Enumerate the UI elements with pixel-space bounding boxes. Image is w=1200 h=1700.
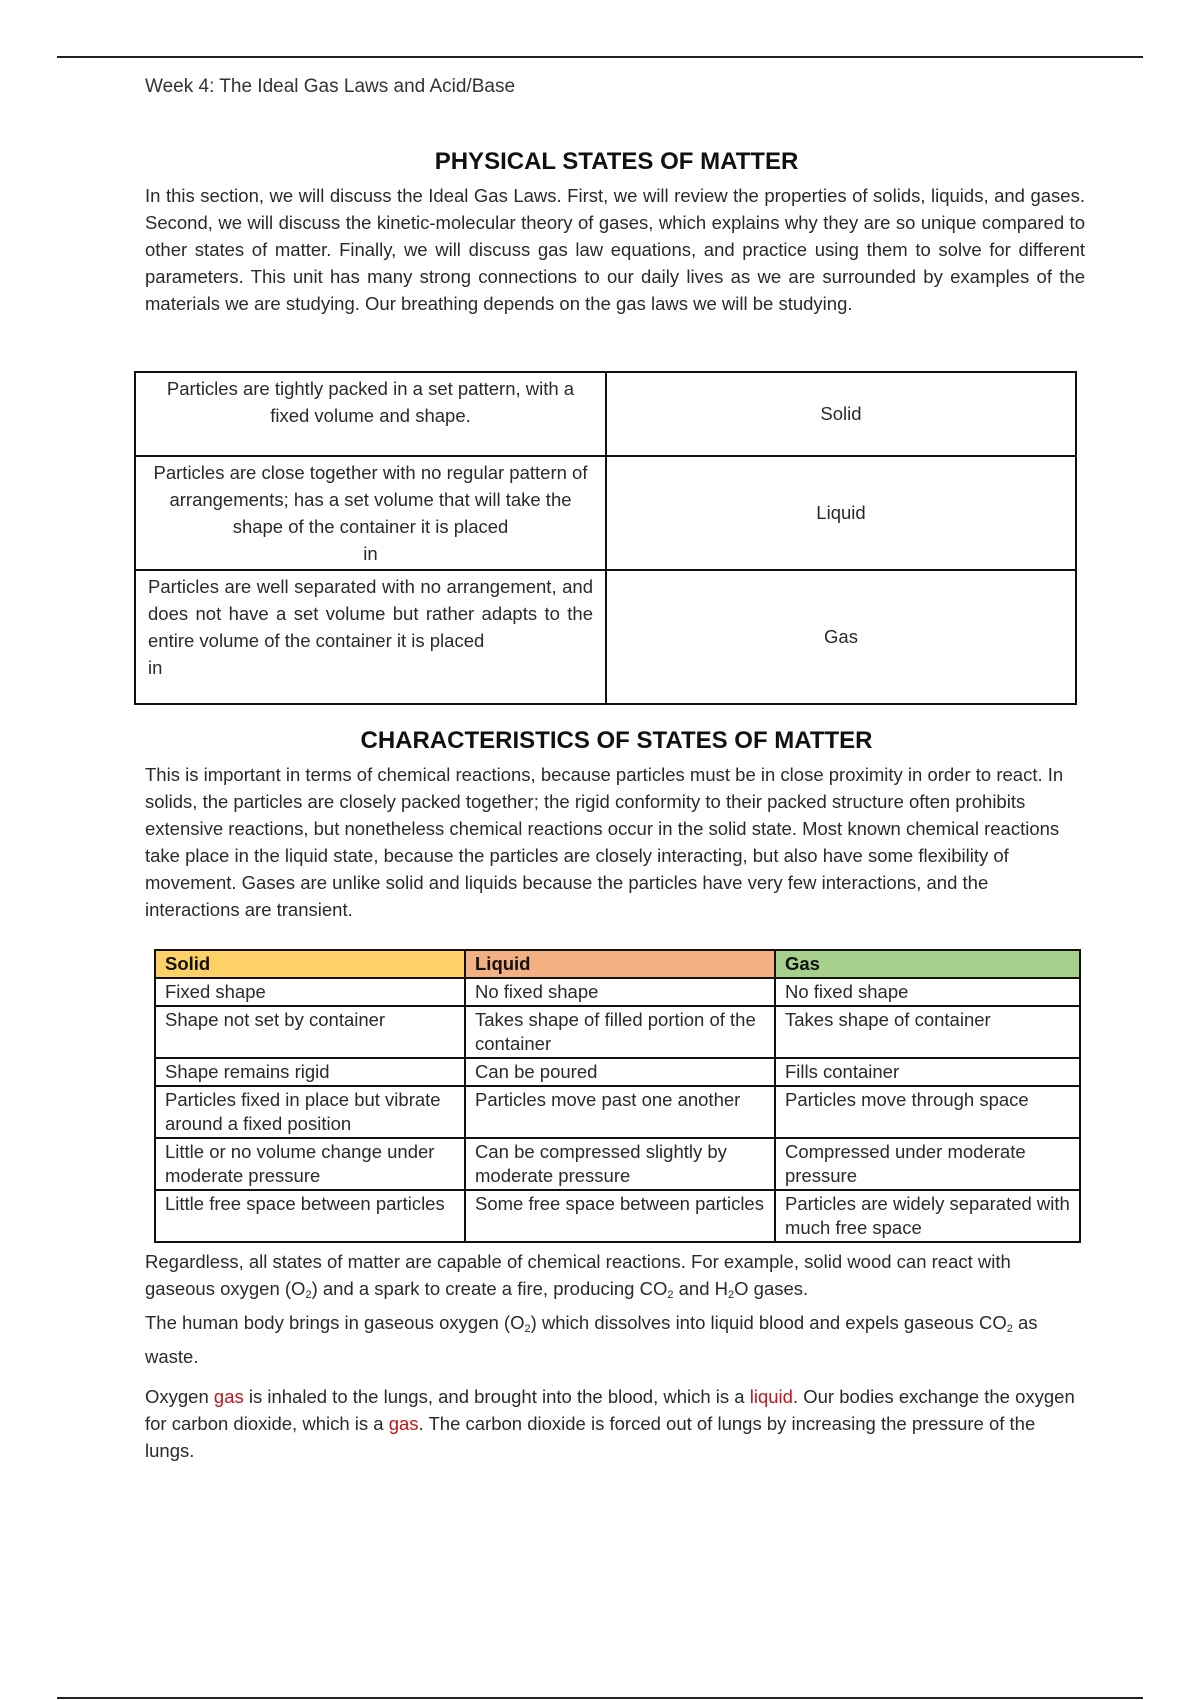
subscript: 2 xyxy=(667,1289,674,1301)
table-header-row xyxy=(155,950,1080,978)
top-rule xyxy=(57,56,1143,58)
reactions-paragraph xyxy=(145,1248,1085,1370)
cell-solid: Shape not set by container xyxy=(155,1006,465,1058)
subscript: 2 xyxy=(524,1323,531,1335)
section-title-physical-states: PHYSICAL STATES OF MATTER xyxy=(434,148,799,175)
table-row xyxy=(155,1058,1080,1086)
cell-gas: Takes shape of container xyxy=(775,1006,1080,1058)
highlight-gas: gas xyxy=(388,1413,419,1434)
cell-gas: Particles are widely separated with much free space xyxy=(775,1190,1080,1242)
description-text: Particles are well separated with no arrangement, and does not have a set volume but rather adapts to the entire volume of the container it is placed xyxy=(148,576,593,651)
description-end: in xyxy=(148,657,163,678)
text-run: Regardless, all states of matter are capable of chemical reactions. For example, solid wood can react with gaseous oxygen (O xyxy=(145,1251,1011,1299)
characteristics-table xyxy=(154,949,1081,1243)
table-row xyxy=(155,978,1080,1006)
highlight-liquid: liquid xyxy=(749,1386,793,1407)
state-name: Solid xyxy=(606,372,1076,456)
cell-liquid: Can be compressed slightly by moderate pressure xyxy=(465,1138,775,1190)
text-run: . Our bodies exchange the oxygen for carbon dioxide, which is a xyxy=(145,1386,1075,1434)
cell-liquid: Takes shape of filled portion of the container xyxy=(465,1006,775,1058)
cell-gas: No fixed shape xyxy=(775,978,1080,1006)
subscript: 2 xyxy=(305,1289,312,1301)
text-run: ) which dissolves into liquid blood and expels gaseous CO xyxy=(530,1312,1007,1333)
header-solid: Solid xyxy=(155,950,465,978)
cell-gas: Particles move through space xyxy=(775,1086,1080,1138)
header-gas: Gas xyxy=(775,950,1080,978)
table-row xyxy=(155,1006,1080,1058)
description-end: in xyxy=(363,543,378,564)
table-row xyxy=(135,456,1076,570)
cell-solid: Particles fixed in place but vibrate around a fixed position xyxy=(155,1086,465,1138)
section-title-characteristics: CHARACTERISTICS OF STATES OF MATTER xyxy=(360,727,873,754)
description-text: Particles are close together with no regular pattern of arrangements; has a set volume that will take the shape of the container it is placed xyxy=(153,462,588,537)
text-run: as waste. xyxy=(145,1312,1038,1367)
states-table xyxy=(134,371,1077,705)
table-row xyxy=(135,372,1076,456)
cell-liquid: Particles move past one another xyxy=(465,1086,775,1138)
characteristics-table-body xyxy=(155,978,1080,1242)
description-text: Particles are tightly packed in a set pattern, with a fixed volume and shape. xyxy=(166,378,575,426)
table-row xyxy=(155,1086,1080,1138)
cell-liquid: Can be poured xyxy=(465,1058,775,1086)
cell-solid: Shape remains rigid xyxy=(155,1058,465,1086)
cell-solid: Little free space between particles xyxy=(155,1190,465,1242)
cell-liquid: Some free space between particles xyxy=(465,1190,775,1242)
text-run: and H xyxy=(673,1278,728,1299)
oxygen-paragraph xyxy=(145,1383,1085,1464)
cell-gas: Fills container xyxy=(775,1058,1080,1086)
cell-liquid: No fixed shape xyxy=(465,978,775,1006)
page-header: Week 4: The Ideal Gas Laws and Acid/Base xyxy=(145,76,516,97)
state-description xyxy=(135,456,606,570)
text-run: . The carbon dioxide is forced out of lungs by increasing the pressure of the lungs. xyxy=(145,1413,1036,1461)
table-row xyxy=(135,570,1076,704)
state-name: Gas xyxy=(606,570,1076,704)
characteristics-paragraph: This is important in terms of chemical reactions, because particles must be in close proximity in order to react. In solids, the particles are closely packed together; the rigid conformity to their packed structure often prohibits extensive reactions, but nonetheless chemical reactions occur in the solid state. Most known chemical reactions take place in the liquid state, because the particles are closely interacting, but also have some flexibility of movement. Gases are unlike solid and liquids because the particles have very few interactions, and the interactions are transient. xyxy=(145,764,1064,920)
bottom-rule xyxy=(57,1697,1143,1699)
state-name: Liquid xyxy=(606,456,1076,570)
intro-paragraph: In this section, we will discuss the Ideal Gas Laws. First, we will review the properties of solids, liquids, and gases. Second, we will discuss the kinetic-molecular theory of gases, which explains why they are so unique compared to other states of matter. Finally, we will discuss gas law equations, and practice using them to solve for different parameters. This unit has many strong connections to our daily lives as we are surrounded by examples of the materials we are studying. Our breathing depends on the gas laws we will be studying. xyxy=(145,185,1085,314)
subscript: 2 xyxy=(728,1289,735,1301)
text-run: is inhaled to the lungs, and brought into the blood, which is a xyxy=(243,1386,750,1407)
cell-solid: Fixed shape xyxy=(155,978,465,1006)
header-liquid: Liquid xyxy=(465,950,775,978)
text-run: ) and a spark to create a fire, producing CO xyxy=(311,1278,668,1299)
text-run: The human body brings in gaseous oxygen (O xyxy=(145,1312,525,1333)
subscript: 2 xyxy=(1006,1323,1013,1335)
highlight-gas: gas xyxy=(213,1386,244,1407)
table-row xyxy=(155,1190,1080,1242)
state-description xyxy=(135,372,606,456)
state-description xyxy=(135,570,606,704)
text-run: O gases. xyxy=(734,1278,809,1299)
cell-solid: Little or no volume change under moderate pressure xyxy=(155,1138,465,1190)
cell-gas: Compressed under moderate pressure xyxy=(775,1138,1080,1190)
table-row xyxy=(155,1138,1080,1190)
text-run: Oxygen xyxy=(145,1386,214,1407)
